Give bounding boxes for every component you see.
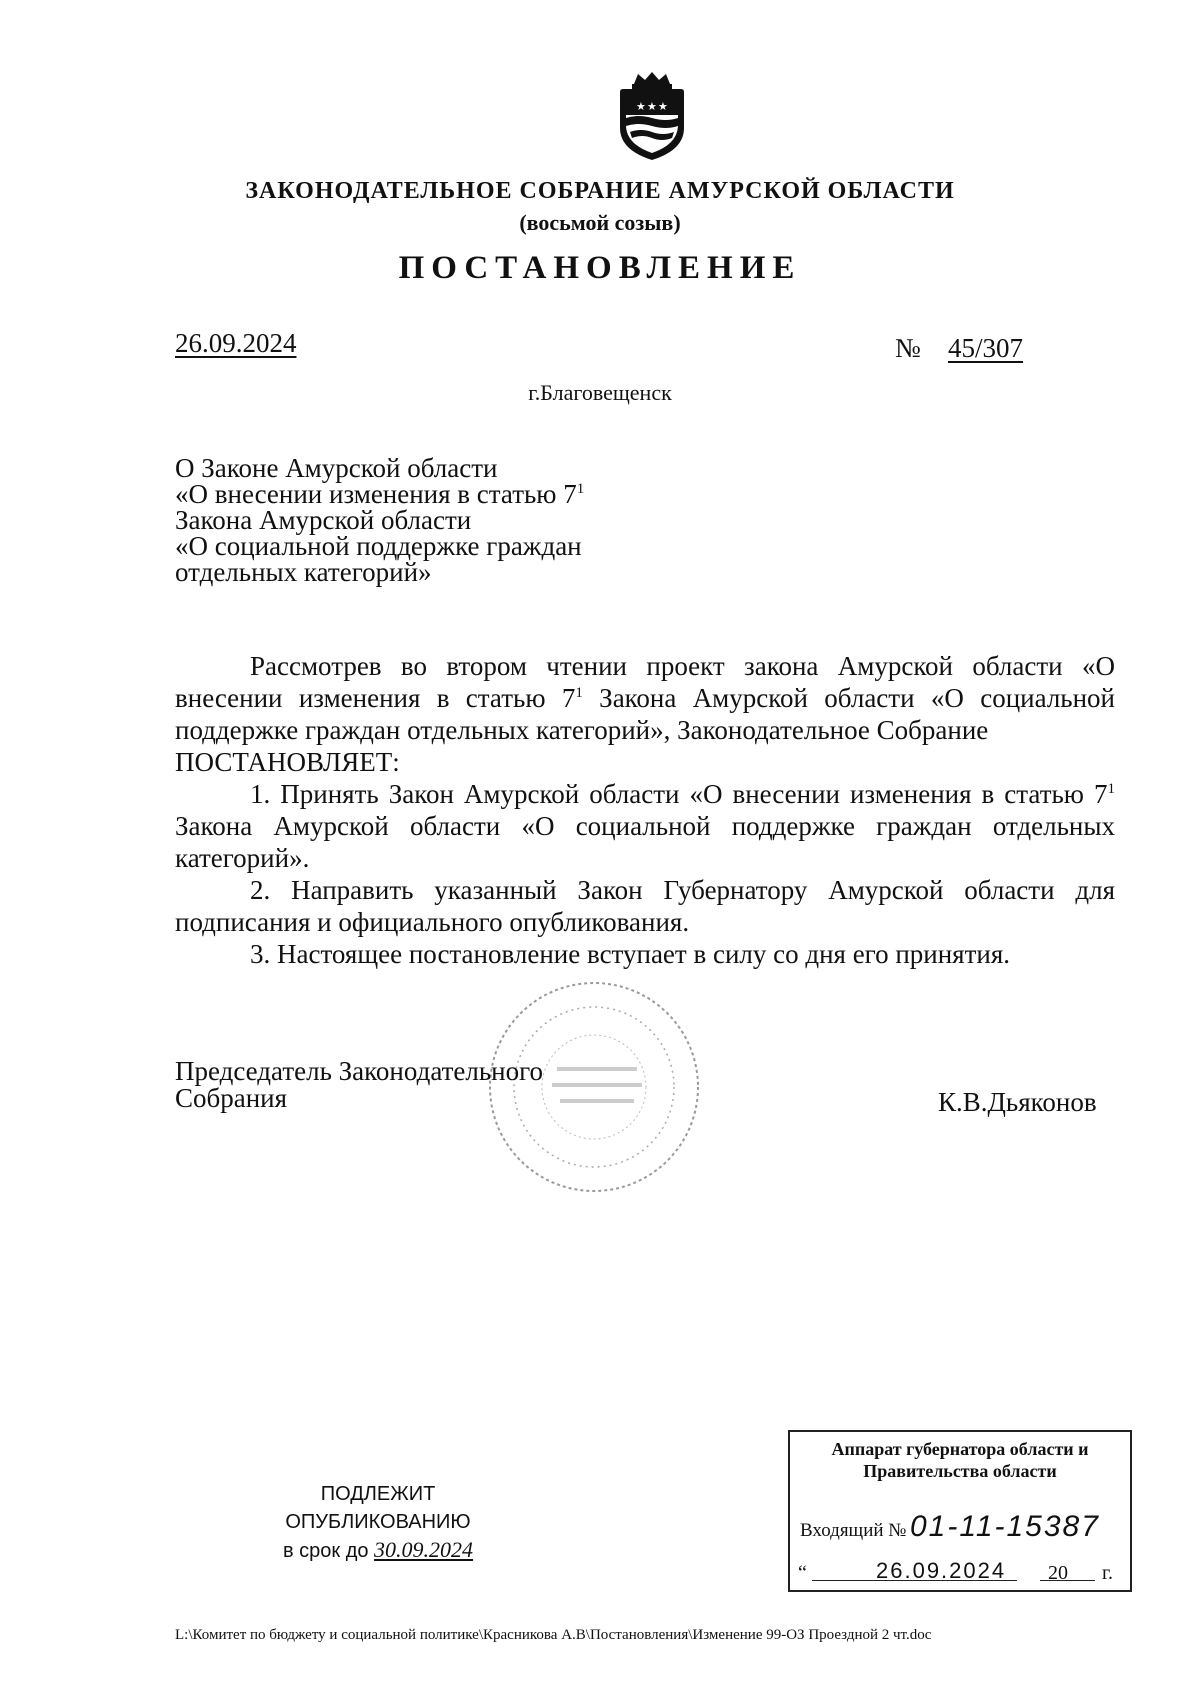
- subject-line: О Законе Амурской области: [175, 453, 498, 483]
- svg-text:★: ★: [658, 101, 668, 113]
- document-subject: [175, 455, 584, 585]
- coat-of-arms-icon: [614, 70, 690, 162]
- resolves-word: ПОСТАНОВЛЯЕТ:: [175, 747, 400, 777]
- resolution-item-1: 1. Принять Закон Амурской области «О внесении изменения в статью $7^1$ Закона Амурской области «О социальной поддержке граждан отдельных категорий».: [175, 779, 1115, 873]
- document-body: [175, 650, 1115, 970]
- preamble: Рассмотрев во втором чтении проект закона Амурской области «О внесении изменения в статью $7^1$ Закона Амурской области «О социальной поддержке граждан отдельных категорий», Законодательное Собрание: [175, 651, 1116, 745]
- signatory-name: К.В.Дьяконов: [938, 1087, 1097, 1117]
- document-type: ПОСТАНОВЛЕНИЕ: [398, 250, 802, 286]
- svg-text:★: ★: [636, 101, 646, 113]
- resolution-item-2: 2. Направить указанный Закон Губернатору Амурской области для подписания и официального опубликования.: [175, 875, 1115, 937]
- document-date: 26.09.2024: [175, 328, 297, 358]
- svg-text:★: ★: [647, 101, 657, 113]
- convocation: (восьмой созыв): [519, 210, 681, 235]
- subject-line: «О внесении изменения в статью $7^1$: [175, 479, 585, 509]
- subject-line: Закона Амурской области: [175, 505, 472, 535]
- registration-stamp: Аппарат губернатора области и Правительства области Входящий № 01-11-15387 “ 26.09.2024 20 г.: [788, 1430, 1132, 1592]
- number-label: №: [895, 333, 921, 363]
- publication-stamp: ПОДЛЕЖИТ ОПУБЛИКОВАНИЮ в срок до 30.09.2024: [282, 1483, 474, 1562]
- file-path-footer: L:\Комитет по бюджету и социальной политике\Красникова А.В\Постановления\Изменение 99-ОЗ Проездной 2 чт.doc: [175, 1627, 932, 1643]
- document-number: 45/307: [948, 333, 1024, 363]
- publication-deadline: 30.09.2024: [374, 1537, 474, 1562]
- subject-line: «О социальной поддержке граждан: [175, 531, 582, 561]
- subject-line: отдельных категорий»: [175, 557, 432, 587]
- organization-name: ЗАКОНОДАТЕЛЬНОЕ СОБРАНИЕ АМУРСКОЙ ОБЛАСТИ: [245, 178, 955, 204]
- incoming-date: 26.09.2024: [876, 1558, 1007, 1583]
- incoming-number: 01-11-15387: [910, 1510, 1100, 1543]
- signatory-title: Председатель Законодательного Собрания: [175, 1056, 544, 1113]
- resolution-item-3: 3. Настоящее постановление вступает в силу со дня его принятия.: [250, 939, 1011, 969]
- city: г.Благовещенск: [528, 380, 672, 405]
- incoming-label: Входящий №: [800, 1520, 907, 1541]
